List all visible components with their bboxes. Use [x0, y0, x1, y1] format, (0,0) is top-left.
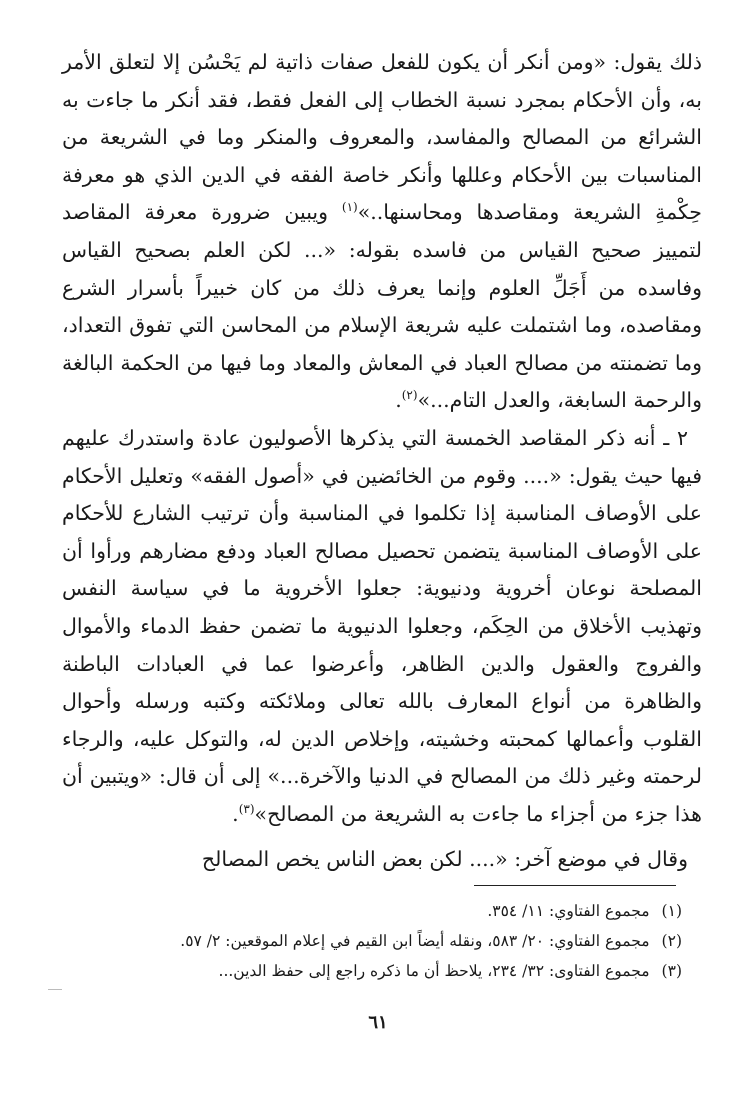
- scan-mark: [48, 989, 62, 990]
- paragraph-text: ذلك يقول: «ومن أنكر أن يكون للفعل صفات ذاتية لم يَحْسُن إلا لتعلق الأمر به، وأن الأحكام بمجرد نسبة الخطاب إلى الفعل فقط، فقد أنكر ما جاءت به الشرائع من المصالح والمفاسد، والمعروف والمنكر وما في الشريعة من المناسبات بين الأحكام وعللها وأنكر خاصة الفقه في الدين الذي هو معرفة حِكْمةِ الشريعة ومقاصدها ومحاسنها..»: [62, 50, 702, 225]
- footnote: [62, 956, 682, 986]
- footnote-text: مجموع الفتاوي: ٢٠/ ٥٨٣، ونقله أيضاً ابن القيم في إعلام الموقعين: ٢/ ٥٧.: [180, 932, 650, 950]
- footnote-text: مجموع الفتاوي: ١١/ ٣٥٤.: [487, 902, 650, 920]
- footnote-separator: [474, 885, 676, 886]
- paragraph-text: ويبين ضرورة معرفة المقاصد لتمييز صحيح القياس من فاسده بقوله: «... لكن العلم بصحيح القياس وفاسده من أَجَلِّ العلوم وإنما يعرف ذلك من كان خبيراً بأسرار الشرع ومقاصده، وما اشتملت عليه شريعة الإسلام من المحاسن التي تفوق التعداد، وما تضمنته من مصالح العباد في المعاش والمعاد وما فيها من الحكمة البالغة والرحمة السابغة، والعدل التام...»: [62, 200, 702, 413]
- footnote-ref: (٣): [238, 802, 255, 817]
- paragraph: ٢ ـ أنه ذكر المقاصد الخمسة التي يذكرها الأصوليون عادة واستدرك عليهم فيها حيث يقول: «.... وقوم من الخائضين في «أصول الفقه» وتعليل الأحكام على الأوصاف المناسبة إذا تكلموا في المناسبة وأن ترتيب الشارع للأحكام على الأوصاف المناسبة يتضمن تحصيل مصالح العباد ودفع مضارهم ورأوا أن المصلحة نوعان أخروية ودنيوية: جعلوا الأخروية ما في سياسة النفس وتهذيب الأخلاق من الحِكَم، وجعلوا الدنيوية ما تضمن حفظ الدماء والأموال والفروج والعقول والدين الظاهر، وأعرضوا عما في العبادات الباطنة والظاهرة من أنواع المعارف بالله تعالى وملائكته وكتبه ورسله وأحوال القلوب وأعمالها كمحبته وخشيته، وإخلاص الدين له، والتوكل عليه، والرجاء لرحمته وغير ذلك من المصالح في الدنيا والآخرة...» إلى أن قال: «ويتبين أن هذا جزء من أجزاء ما جاءت به الشريعة من المصالح»$^{(٣)}$.: [62, 425, 702, 826]
- footnote-text: مجموع الفتاوى: ٣٢/ ٢٣٤، يلاحظ أن ما ذكره راجع إلى حفظ الدين...: [218, 962, 650, 980]
- footnotes: [62, 896, 682, 986]
- page-number: ٦١: [368, 1012, 388, 1033]
- footnote-ref: (٢): [401, 388, 418, 403]
- footnote: [62, 926, 682, 956]
- footnote: [62, 896, 682, 926]
- footnote-ref: (١): [341, 200, 358, 215]
- footnote-number: (١): [661, 902, 682, 920]
- paragraph: ذلك يقول: «ومن أنكر أن يكون للفعل صفات ذاتية لم يَحْسُن إلا لتعلق الأمر به، وأن الأحكام بمجرد نسبة الخطاب إلى الفعل فقط، فقد أنكر ما جاءت به الشرائع من المصالح والمفاسد، والمعروف والمنكر وما في الشريعة من المناسبات بين الأحكام وعللها وأنكر خاصة الفقه في الدين الذي هو معرفة حِكْمةِ الشريعة ومقاصدها ومحاسنها..»$^{(١)}$ ويبين ضرورة معرفة المقاصد لتمييز صحيح القياس من فاسده بقوله: «... لكن العلم بصحيح القياس وفاسده من أَجَلِّ العلوم وإنما يعرف ذلك من كان خبيراً بأسرار الشرع ومقاصده، وما اشتملت عليه شريعة الإسلام من المحاسن التي تفوق التعداد، وما تضمنته من مصالح العباد في المعاش والمعاد وما فيها من الحكمة البالغة والرحمة السابغة، والعدل التام...»$^{(٢)}$.: [62, 50, 702, 413]
- footnote-number: (٣): [661, 962, 682, 980]
- paragraph-text: وقال في موضع آخر: «.... لكن بعض الناس يخص المصالح: [201, 847, 688, 872]
- footnote-number: (٢): [661, 932, 682, 950]
- main-text: [62, 44, 702, 879]
- paragraph: [62, 841, 702, 879]
- paragraph-text: ٢ ـ أنه ذكر المقاصد الخمسة التي يذكرها الأصوليون عادة واستدرك عليهم فيها حيث يقول: «.... وقوم من الخائضين في «أصول الفقه» وتعليل الأحكام على الأوصاف المناسبة إذا تكلموا في المناسبة وأن ترتيب الشارع للأحكام على الأوصاف المناسبة يتضمن تحصيل مصالح العباد ودفع مضارهم ورأوا أن المصلحة نوعان أخروية ودنيوية: جعلوا الأخروية ما في سياسة النفس وتهذيب الأخلاق من الحِكَم، وجعلوا الدنيوية ما تضمن حفظ الدماء والأموال والفروج والعقول والدين الظاهر، وأعرضوا عما في العبادات الباطنة والظاهرة من أنواع المعارف بالله تعالى وملائكته وكتبه ورسله وأحوال القلوب وأعمالها كمحبته وخشيته، وإخلاص الدين له، والتوكل عليه، والرجاء لرحمته وغير ذلك من المصالح في الدنيا والآخرة...» إلى أن قال: «ويتبين أن هذا جزء من أجزاء ما جاءت به الشريعة من المصالح»: [62, 425, 702, 826]
